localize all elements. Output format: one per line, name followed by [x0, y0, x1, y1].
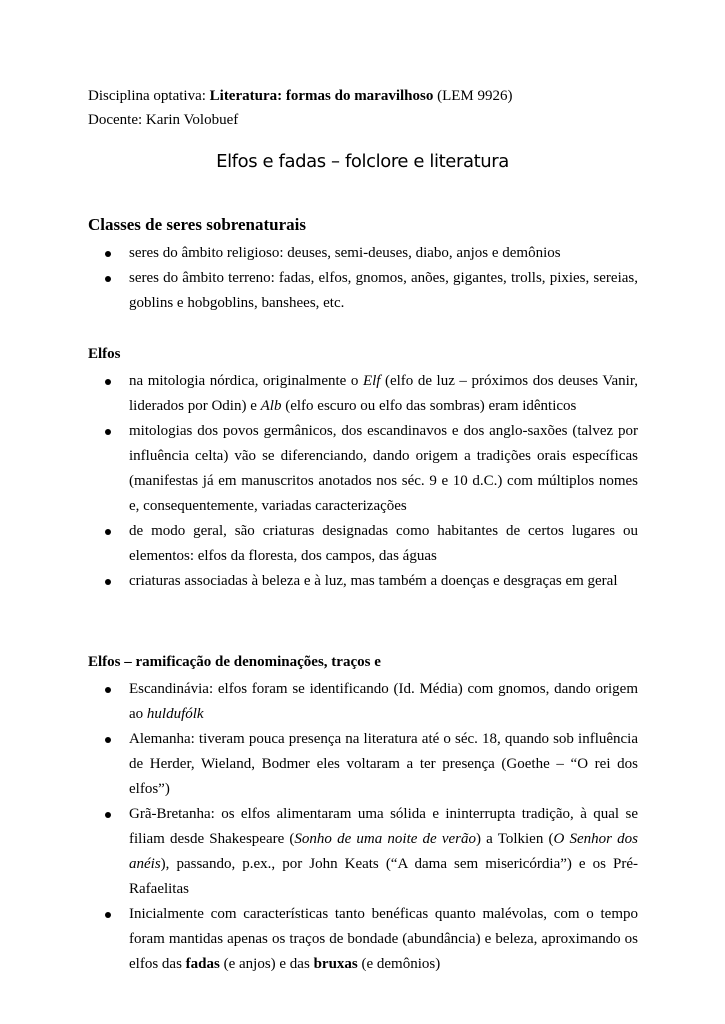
bullet-list-classes: [0, 241, 725, 316]
section-heading-ramificacao: Elfos – ramificação de denominações, traços e: [88, 654, 381, 670]
bullet-icon: [105, 687, 111, 693]
bullet-icon: [105, 429, 111, 435]
section-heading-classes: Classes de seres sobrenaturais: [88, 215, 307, 234]
list-item: Escandinávia: elfos foram se identificando (Id. Média) com gnomos, dando origem ao huldufólk: [0, 677, 638, 727]
course-name: Literatura: formas do maravilhoso: [209, 88, 434, 104]
list-item: mitologias dos povos germânicos, dos escandinavos e dos anglo-saxões (talvez por influência celta) vão se diferenciando, dando origem a tradições orais específicas (manifestas já em manuscritos anotados nos séc. 9 e 10 d.C.) com múltiplos nomes e, consequentemente, variadas caracterizações: [0, 419, 638, 519]
bullet-icon: [105, 276, 111, 282]
bullet-icon: [105, 251, 111, 257]
bullet-icon: [105, 812, 111, 818]
bullet-icon: [105, 379, 111, 385]
list-item: Inicialmente com características tanto benéficas quanto malévolas, com o tempo foram mantidas apenas os traços de bondade (abundância) e beleza, aproximando os elfos das fadas (e anjos) e das bruxas (e demônios): [0, 902, 638, 977]
list-item: Alemanha: tiveram pouca presença na literatura até o séc. 18, quando sob influência de Herder, Wieland, Bodmer eles voltaram a ter presença (Goethe – “O rei dos elfos”): [0, 727, 638, 802]
bullet-icon: [105, 529, 111, 535]
bullet-icon: [105, 579, 111, 585]
course-line: [88, 86, 513, 106]
bullet-icon: [105, 912, 111, 918]
bullet-list-elfos: [0, 369, 725, 594]
teacher-line: Docente: Karin Volobuef: [88, 112, 239, 128]
bullet-list-ramificacao: [0, 677, 725, 977]
section-heading-elfos: Elfos: [88, 346, 121, 362]
list-item: Grã-Bretanha: os elfos alimentaram uma sólida e ininterrupta tradição, à qual se filiam desde Shakespeare (Sonho de uma noite de verão) a Tolkien (O Senhor dos anéis), passando, p.ex., por John Keats (“A dama sem misericórdia”) e os Pré-Rafaelitas: [0, 802, 638, 902]
list-item: na mitologia nórdica, originalmente o Elf (elfo de luz – próximos dos deuses Vanir, liderados por Odin) e Alb (elfo escuro ou elfo das sombras) eram idênticos: [0, 369, 638, 419]
list-item: seres do âmbito terreno: fadas, elfos, gnomos, anões, gigantes, trolls, pixies, sereias, goblins e hobgoblins, banshees, etc.: [0, 266, 638, 316]
bullet-icon: [105, 737, 111, 743]
list-item: seres do âmbito religioso: deuses, semi-deuses, diabo, anjos e demônios: [0, 241, 638, 266]
course-prefix: Disciplina optativa:: [88, 88, 210, 104]
list-item: de modo geral, são criaturas designadas como habitantes de certos lugares ou elementos: elfos da floresta, dos campos, das águas: [0, 519, 638, 569]
list-item: criaturas associadas à beleza e à luz, mas também a doenças e desgraças em geral: [0, 569, 638, 594]
document-title: Elfos e fadas – folclore e literatura: [216, 151, 509, 172]
course-code: (LEM 9926): [433, 88, 513, 104]
